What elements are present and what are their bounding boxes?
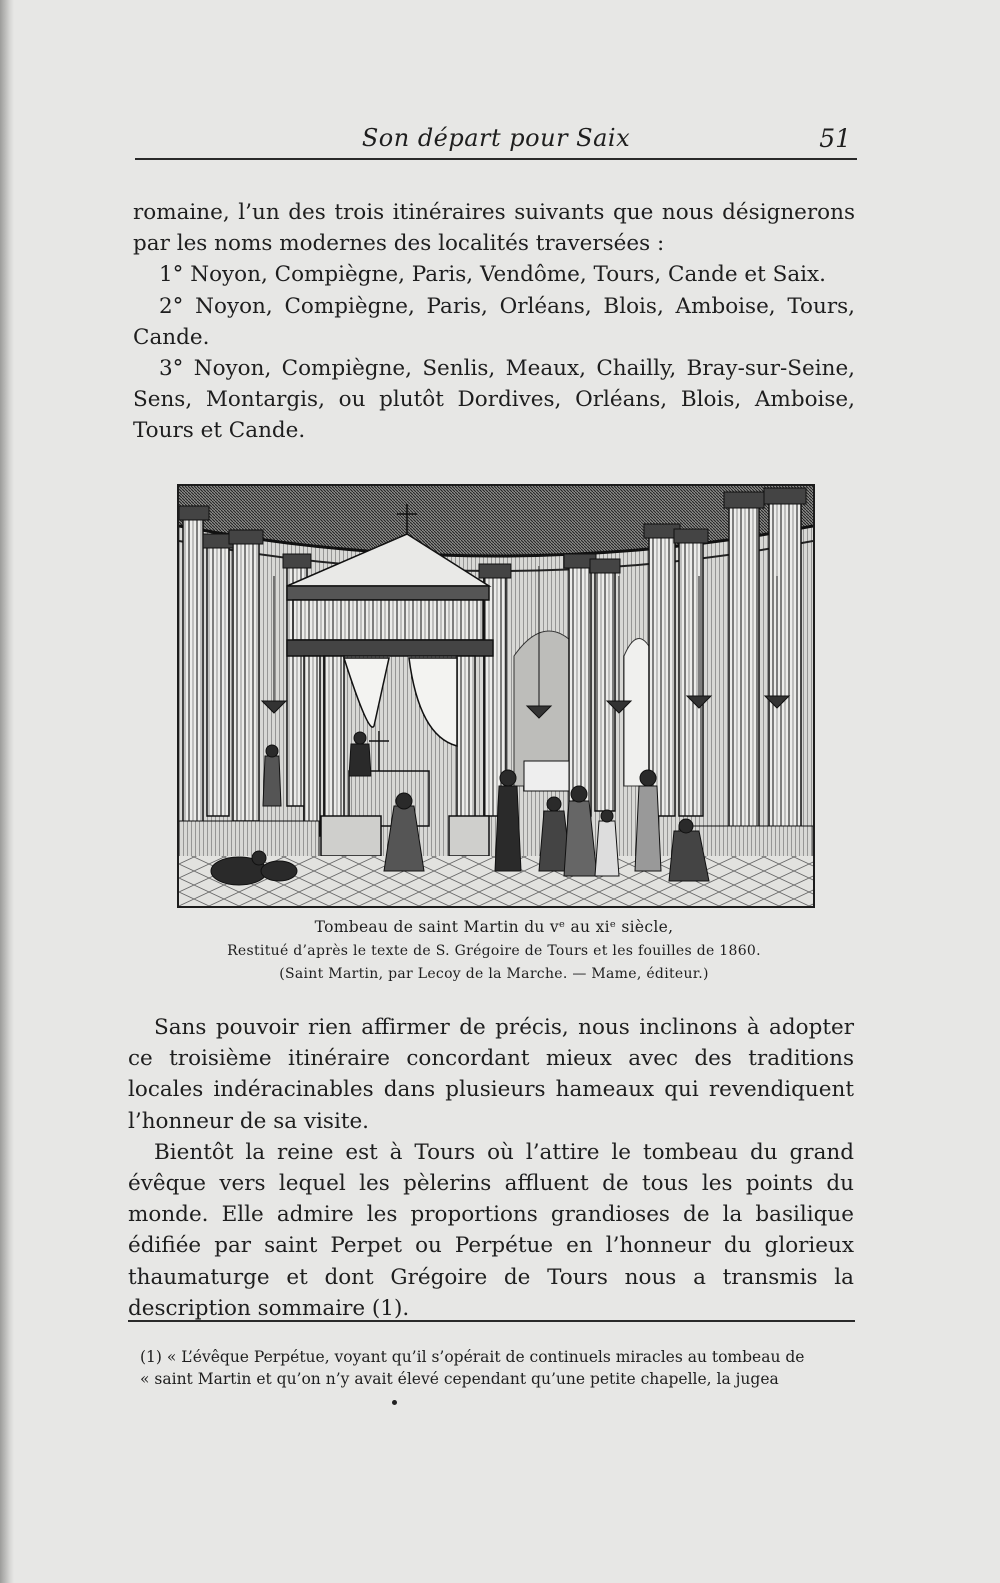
figure-caption-title: Tombeau de saint Martin du vᵉ au xiᵉ siècle, xyxy=(314,918,674,936)
itinerary-1: 1° Noyon, Compiègne, Paris, Vendôme, Tours, Cande et Saix. xyxy=(159,262,827,288)
engraving-tomb-of-saint-martin xyxy=(177,484,815,908)
footnote-divider xyxy=(128,1320,855,1322)
printer-mark xyxy=(392,1400,397,1405)
footnote xyxy=(140,1346,848,1390)
engraving-illustration xyxy=(179,486,813,906)
paragraph-itinerary-opinion: Sans pouvoir rien affirmer de précis, nous inclinons à adopter ce troisième itinéraire concordant mieux avec des traditions locales indéracinables dans plusieurs hameaux qui revendiquent l’honneur de sa visite. xyxy=(128,1015,854,1134)
top-text-block xyxy=(133,197,855,447)
footnote-line-2: « saint Martin et qu’on n’y avait élevé cependant qu’une petite chapelle, la jugea xyxy=(140,1370,779,1388)
paragraph-queen-at-tours: Bientôt la reine est à Tours où l’attire le tombeau du grand évêque vers lequel les pèlerins affluent de tous les points du monde. Elle admire les proportions grandioses de la basilique édifiée par saint Perpet ou Perpétue en l’honneur du glorieux thaumaturge et dont Grégoire de Tours nous a transmis la description sommaire (1). xyxy=(128,1139,854,1321)
itinerary-3: 3° Noyon, Compiègne, Senlis, Meaux, Chailly, Bray-sur-Seine, Sens, Montargis, ou plutôt Dordives, Orléans, Blois, Amboise, Tours et Cande. xyxy=(133,356,855,444)
figure-caption-credit: (Saint Martin, par Lecoy de la Marche. — Mame, éditeur.) xyxy=(279,966,709,982)
page-edge-shadow xyxy=(0,0,14,1583)
itinerary-2: 2° Noyon, Compiègne, Paris, Orléans, Blois, Amboise, Tours, Cande. xyxy=(133,293,855,350)
bottom-text-block xyxy=(128,1012,854,1324)
page-header xyxy=(135,118,857,160)
running-title: Son départ pour Saix xyxy=(361,124,631,152)
footnote-line-1: (1) « L’évêque Perpétue, voyant qu’il s’opérait de continuels miracles au tombeau de xyxy=(140,1348,805,1366)
figure-caption-source: Restitué d’après le texte de S. Grégoire de Tours et les fouilles de 1860. xyxy=(227,943,761,959)
paragraph-continuation: romaine, l’un des trois itinéraires suivants que nous désignerons par les noms modernes des localités traversées : xyxy=(133,200,855,257)
page-number: 51 xyxy=(819,124,851,153)
